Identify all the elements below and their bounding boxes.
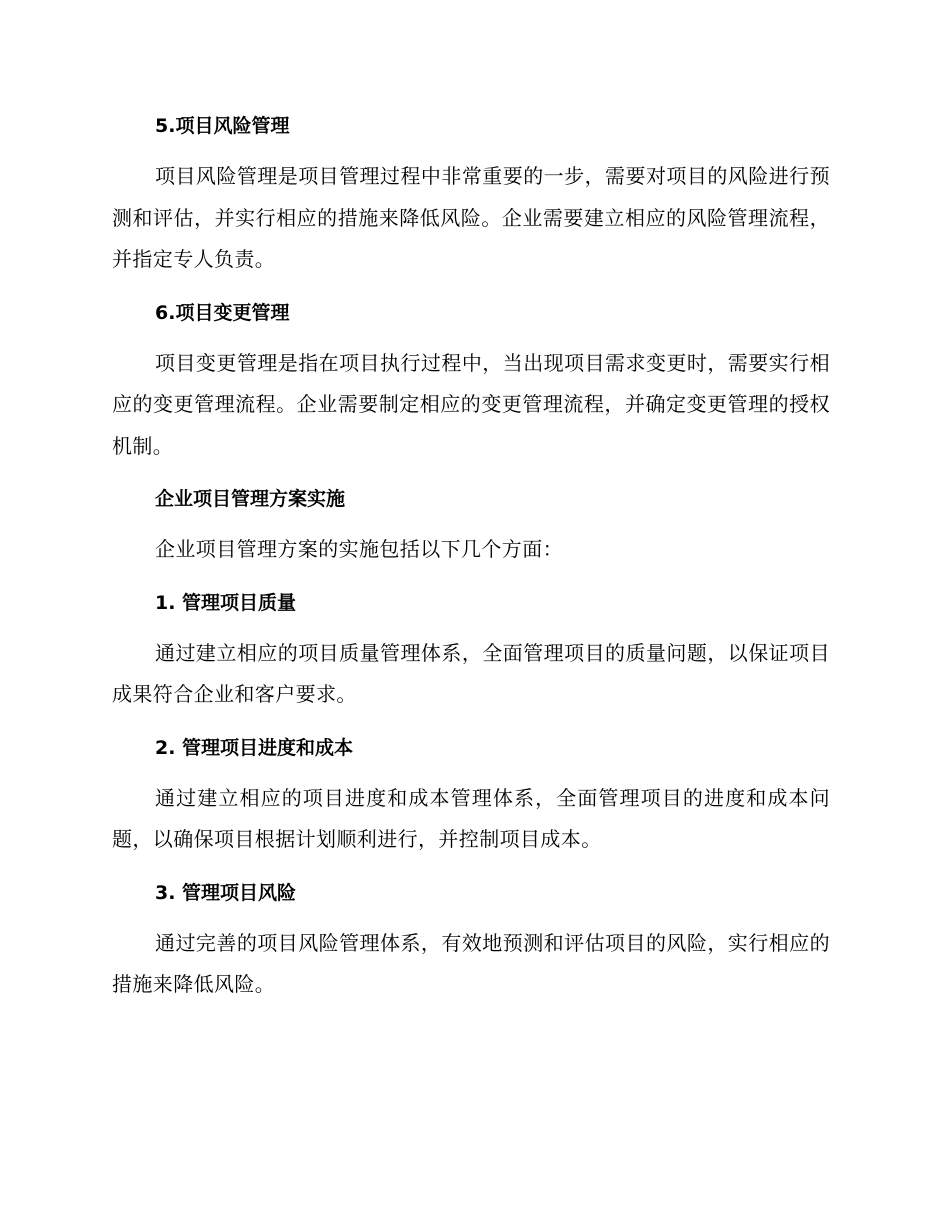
document-content bbox=[112, 104, 830, 1016]
section-heading-change-management: 6.项目变更管理 bbox=[155, 301, 290, 324]
section-body-risk: 通过完善的项目风险管理体系，有效地预测和评估项目的风险，实行相应的措施来降低风险。 bbox=[112, 930, 830, 996]
section-body-change-management: 项目变更管理是指在项目执行过程中，当出现项目需求变更时，需要实行相应的变更管理流程。企业需要制定相应的变更管理流程，并确定变更管理的授权机制。 bbox=[112, 350, 830, 458]
section-heading-schedule-cost: 2. 管理项目进度和成本 bbox=[155, 736, 354, 759]
section-body-quality: 通过建立相应的项目质量管理体系，全面管理项目的质量问题，以保证项目成果符合企业和客户要求。 bbox=[112, 640, 830, 706]
section-heading-risk-management: 5.项目风险管理 bbox=[155, 115, 290, 137]
section-body-risk-management: 项目风险管理是项目管理过程中非常重要的一步，需要对项目的风险进行预测和评估，并实行相应的措施来降低风险。企业需要建立相应的风险管理流程，并指定专人负责。 bbox=[112, 164, 830, 271]
section-heading-quality: 1. 管理项目质量 bbox=[155, 591, 297, 614]
section-body-schedule-cost: 通过建立相应的项目进度和成本管理体系，全面管理项目的进度和成本问题，以确保项目根据计划顺利进行，并控制项目成本。 bbox=[112, 785, 830, 851]
section-heading-risk: 3. 管理项目风险 bbox=[155, 881, 297, 904]
section-body-implementation: 企业项目管理方案的实施包括以下几个方面： bbox=[155, 537, 563, 561]
section-heading-implementation: 企业项目管理方案实施 bbox=[155, 488, 346, 510]
